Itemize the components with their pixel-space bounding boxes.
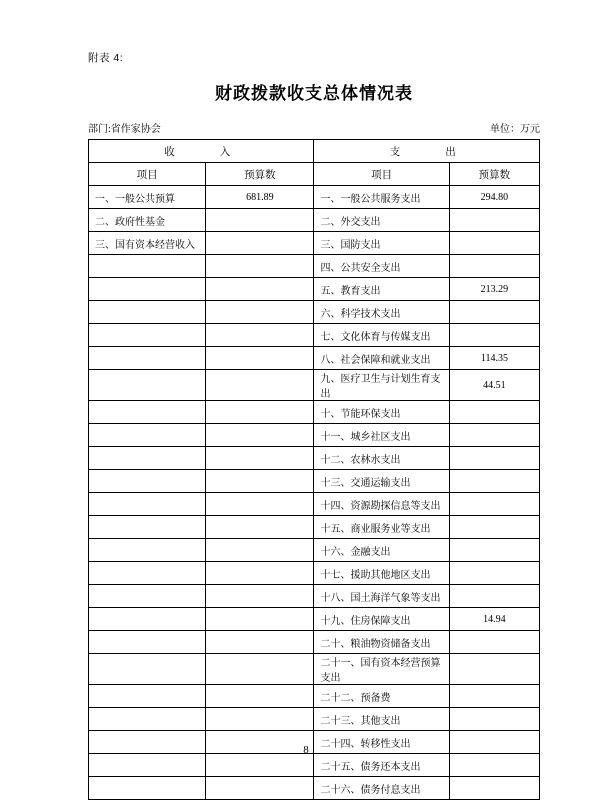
income-item-cell (89, 401, 206, 424)
expense-budget-cell (449, 447, 539, 470)
table-row (89, 516, 540, 539)
income-budget-cell (206, 493, 314, 516)
table-row (89, 585, 540, 608)
income-item-cell: 二、政府性基金 (89, 209, 206, 232)
expense-budget-cell: 14.94 (449, 608, 539, 631)
expense-item-cell: 二十三、其他支出 (314, 708, 449, 731)
expense-item-cell: 十八、国土海洋气象等支出 (314, 585, 449, 608)
expense-budget-cell (449, 562, 539, 585)
expense-budget-cell (449, 708, 539, 731)
expense-item-cell: 二十六、债务付息支出 (314, 777, 449, 800)
income-item-cell (89, 585, 206, 608)
unit-label: 单位：万元 (490, 124, 540, 135)
expense-budget-cell (449, 631, 539, 654)
income-budget-cell (206, 631, 314, 654)
table-row (89, 539, 540, 562)
group-header-expense: 支 出 (314, 140, 540, 163)
income-item-cell (89, 608, 206, 631)
income-item-cell: 三、国有资本经营收入 (89, 232, 206, 255)
income-item-cell (89, 255, 206, 278)
income-budget-cell (206, 654, 314, 685)
table-row (89, 631, 540, 654)
income-budget-cell (206, 608, 314, 631)
income-item-cell (89, 424, 206, 447)
table-row (89, 654, 540, 685)
income-budget-cell (206, 539, 314, 562)
expense-item-cell: 八、社会保障和就业支出 (314, 347, 449, 370)
attachment-label: 附表 4: (88, 52, 124, 64)
expense-item-cell: 二、外交支出 (314, 209, 449, 232)
income-item-cell (89, 347, 206, 370)
expense-budget-cell (449, 516, 539, 539)
table-row (89, 278, 540, 301)
expense-budget-cell: 114.35 (449, 347, 539, 370)
expense-budget-cell (449, 539, 539, 562)
budget-table (88, 139, 540, 800)
table-row (89, 470, 540, 493)
expense-budget-cell: 213.29 (449, 278, 539, 301)
table-row (89, 347, 540, 370)
income-budget-cell: 681.89 (206, 186, 314, 209)
income-budget-cell (206, 324, 314, 347)
expense-item-cell: 十七、援助其他地区支出 (314, 562, 449, 585)
column-header-income-item: 项目 (89, 163, 206, 186)
income-budget-cell (206, 278, 314, 301)
table-row (89, 370, 540, 401)
column-header-expense-item: 项目 (314, 163, 449, 186)
expense-budget-cell: 44.51 (449, 370, 539, 401)
income-budget-cell (206, 470, 314, 493)
page-number: 8 (303, 744, 309, 756)
income-item-cell (89, 324, 206, 347)
expense-item-cell: 七、文化体育与传媒支出 (314, 324, 449, 347)
expense-budget-cell (449, 470, 539, 493)
expense-item-cell: 二十五、债务还本支出 (314, 754, 449, 777)
income-item-cell (89, 631, 206, 654)
page-title: 财政拨款收支总体情况表 (215, 84, 413, 103)
expense-budget-cell (449, 424, 539, 447)
table-row (89, 232, 540, 255)
income-budget-cell (206, 685, 314, 708)
expense-budget-cell (449, 209, 539, 232)
income-item-cell (89, 370, 206, 401)
table-row (89, 708, 540, 731)
income-budget-cell (206, 424, 314, 447)
table-row (89, 424, 540, 447)
income-item-cell (89, 301, 206, 324)
expense-item-cell: 六、科学技术支出 (314, 301, 449, 324)
income-item-cell (89, 278, 206, 301)
income-item-cell (89, 493, 206, 516)
income-budget-cell (206, 232, 314, 255)
expense-budget-cell (449, 401, 539, 424)
expense-budget-cell (449, 777, 539, 800)
expense-item-cell: 十四、资源勘探信息等支出 (314, 493, 449, 516)
table-row (89, 777, 540, 800)
table-row (89, 209, 540, 232)
expense-budget-cell (449, 654, 539, 685)
table-row (89, 447, 540, 470)
income-item-cell (89, 685, 206, 708)
expense-budget-cell (449, 301, 539, 324)
income-budget-cell (206, 209, 314, 232)
expense-item-cell: 九、医疗卫生与计划生育支出 (314, 370, 449, 401)
table-row (89, 301, 540, 324)
expense-item-cell: 二十、粮油物资储备支出 (314, 631, 449, 654)
table-row (89, 562, 540, 585)
expense-item-cell: 二十四、转移性支出 (314, 731, 449, 754)
table-row (89, 493, 540, 516)
income-budget-cell (206, 516, 314, 539)
department-label: 部门:省作家协会 (88, 124, 161, 135)
income-budget-cell (206, 754, 314, 777)
expense-item-cell: 十二、农林水支出 (314, 447, 449, 470)
income-budget-cell (206, 777, 314, 800)
income-budget-cell (206, 255, 314, 278)
income-budget-cell (206, 447, 314, 470)
expense-item-cell: 二十一、国有资本经营预算支出 (314, 654, 449, 685)
table-group-header-row (89, 140, 540, 163)
expense-item-cell: 四、公共安全支出 (314, 255, 449, 278)
income-item-cell (89, 562, 206, 585)
income-budget-cell (206, 370, 314, 401)
table-row (89, 255, 540, 278)
income-item-cell (89, 654, 206, 685)
expense-item-cell: 十九、住房保障支出 (314, 608, 449, 631)
expense-budget-cell: 294.80 (449, 186, 539, 209)
income-item-cell: 一、一般公共预算 (89, 186, 206, 209)
expense-item-cell: 十六、金融支出 (314, 539, 449, 562)
expense-item-cell: 十、节能环保支出 (314, 401, 449, 424)
income-item-cell (89, 708, 206, 731)
expense-item-cell: 十五、商业服务业等支出 (314, 516, 449, 539)
expense-budget-cell (449, 255, 539, 278)
income-item-cell (89, 516, 206, 539)
expense-budget-cell (449, 685, 539, 708)
table-row (89, 685, 540, 708)
income-budget-cell (206, 347, 314, 370)
expense-budget-cell (449, 324, 539, 347)
table-row (89, 608, 540, 631)
expense-item-cell: 三、国防支出 (314, 232, 449, 255)
expense-item-cell: 二十二、预备费 (314, 685, 449, 708)
income-item-cell (89, 777, 206, 800)
table-row (89, 186, 540, 209)
income-item-cell (89, 754, 206, 777)
income-item-cell (89, 470, 206, 493)
expense-item-cell: 五、教育支出 (314, 278, 449, 301)
table-row (89, 754, 540, 777)
group-header-income: 收 入 (89, 140, 314, 163)
income-budget-cell (206, 562, 314, 585)
table-row (89, 401, 540, 424)
expense-budget-cell (449, 754, 539, 777)
column-header-income-budget: 预算数 (206, 163, 314, 186)
expense-budget-cell (449, 232, 539, 255)
expense-budget-cell (449, 585, 539, 608)
income-item-cell (89, 539, 206, 562)
expense-item-cell: 一、一般公共服务支出 (314, 186, 449, 209)
expense-budget-cell (449, 493, 539, 516)
column-header-expense-budget: 预算数 (449, 163, 539, 186)
income-budget-cell (206, 401, 314, 424)
expense-item-cell: 十一、城乡社区支出 (314, 424, 449, 447)
income-budget-cell (206, 585, 314, 608)
table-row (89, 324, 540, 347)
income-item-cell (89, 447, 206, 470)
income-budget-cell (206, 708, 314, 731)
table-column-header-row (89, 163, 540, 186)
table-meta-row (88, 120, 540, 135)
expense-item-cell: 十三、交通运输支出 (314, 470, 449, 493)
income-budget-cell (206, 301, 314, 324)
